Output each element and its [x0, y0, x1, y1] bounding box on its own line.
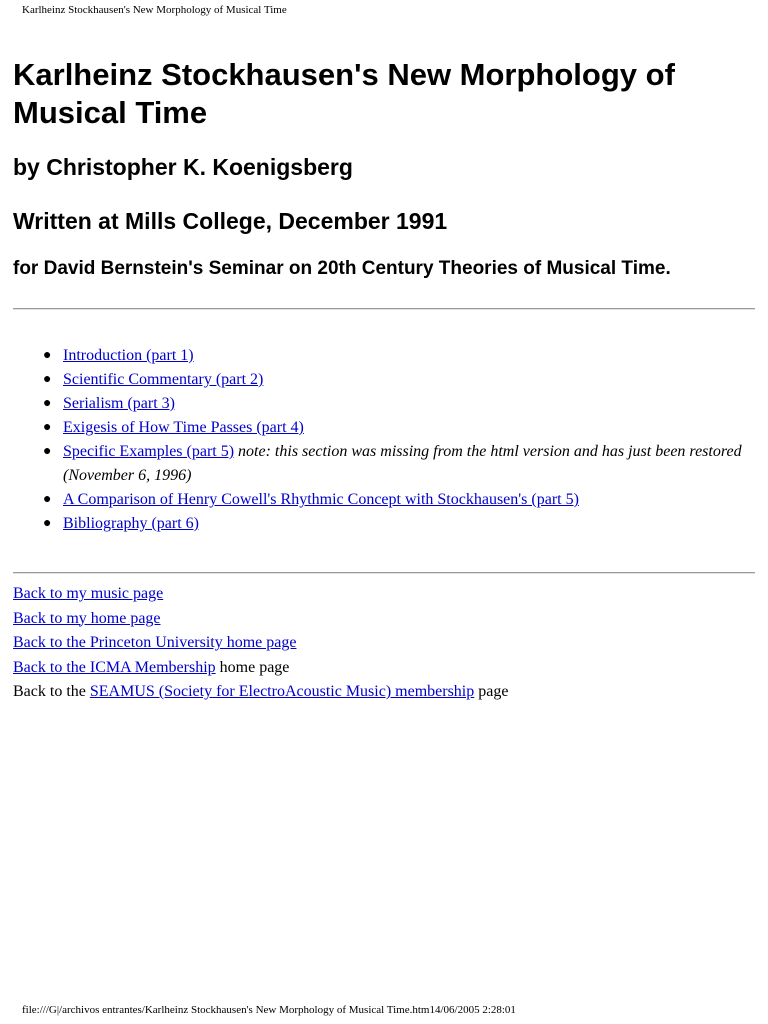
back-link-home-page[interactable]: Back to my home page [13, 609, 161, 627]
toc-link-scientific-commentary[interactable]: Scientific Commentary (part 2) [63, 371, 264, 388]
back-link-prefix: Back to the [13, 683, 90, 700]
toc-item [43, 344, 755, 368]
back-link-music-page[interactable]: Back to my music page [13, 585, 164, 602]
toc-item [43, 440, 755, 488]
toc-item [43, 392, 755, 416]
print-footer: file:///G|/archivos entrantes/Karlheinz Stockhausen's New Morphology of Musical Time.htm14/06/2005 2:28:01 [22, 1004, 516, 1016]
toc-item [43, 512, 755, 536]
toc-link-introduction[interactable]: Introduction (part 1) [63, 347, 194, 364]
bullet-icon: ● [43, 348, 52, 363]
bullet-icon: ● [43, 372, 52, 387]
seminar-heading: for David Bernstein's Seminar on 20th Century Theories of Musical Time. [13, 258, 671, 279]
bullet-icon: ● [43, 396, 52, 411]
toc-link-cowell-comparison[interactable]: A Comparison of Henry Cowell's Rhythmic Concept with Stockhausen's (part 5) [63, 491, 579, 508]
author-heading: by Christopher K. Koenigsberg [13, 154, 353, 180]
back-link-row [13, 607, 755, 632]
back-link-suffix: home page [215, 658, 290, 676]
written-heading: Written at Mills College, December 1991 [13, 208, 448, 234]
back-link-row [13, 631, 755, 656]
toc-item [43, 368, 755, 392]
back-link-row [13, 656, 755, 681]
back-links [13, 582, 755, 705]
toc-item [43, 416, 755, 440]
back-link-princeton[interactable]: Back to the Princeton University home page [13, 634, 297, 651]
print-header: Karlheinz Stockhausen's New Morphology of Musical Time [22, 4, 287, 16]
toc-link-serialism[interactable]: Serialism (part 3) [63, 395, 175, 412]
bullet-icon: ● [43, 444, 52, 459]
toc-item [43, 488, 755, 512]
bullet-icon: ● [43, 516, 52, 531]
divider-bottom [13, 572, 755, 574]
back-link-icma[interactable]: Back to the ICMA Membership [13, 658, 216, 676]
page-title: Karlheinz Stockhausen's New Morphology of Musical Time [13, 57, 675, 130]
back-link-seamus[interactable]: SEAMUS (Society for ElectroAcoustic Music) membership [89, 683, 475, 700]
back-link-suffix: page [474, 683, 509, 700]
toc-link-bibliography[interactable]: Bibliography (part 6) [63, 515, 199, 532]
toc-link-exigesis[interactable]: Exigesis of How Time Passes (part 4) [63, 419, 304, 436]
back-link-row [13, 582, 755, 607]
divider-top [13, 308, 755, 310]
document-body [13, 56, 755, 705]
bullet-icon: ● [43, 420, 52, 435]
toc-note: note: this section was missing from the html version and has just been restored (November 6, 1996) [63, 443, 742, 484]
back-link-row [13, 680, 755, 705]
table-of-contents [13, 344, 755, 536]
toc-link-specific-examples[interactable]: Specific Examples (part 5) [63, 443, 235, 460]
bullet-icon: ● [43, 492, 52, 507]
